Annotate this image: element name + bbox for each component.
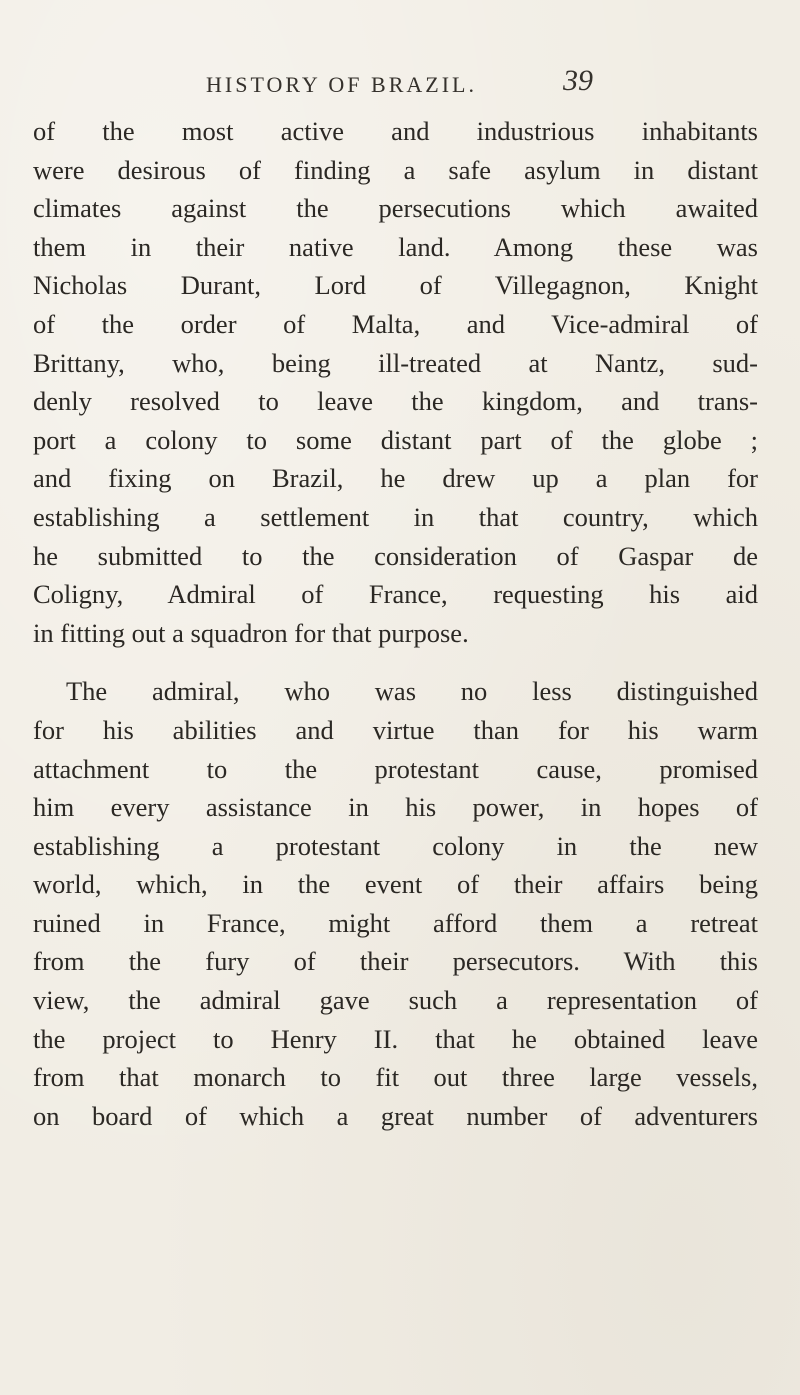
text-line: establishing a protestant colony in the new — [33, 830, 758, 861]
text-line: denly resolved to leave the kingdom, and trans- — [33, 386, 758, 417]
text-line: world, which, in the event of their affairs being — [33, 869, 758, 900]
text-line: establishing a settlement in that country, which — [33, 501, 758, 532]
text-line: from the fury of their persecutors. With this — [33, 946, 758, 977]
text-line: The admiral, who was no less distinguished — [66, 676, 758, 707]
text-line: from that monarch to fit out three large vessels, — [33, 1062, 758, 1093]
text-line: them in their native land. Among these was — [33, 231, 758, 262]
text-line: he submitted to the consideration of Gaspar de — [33, 540, 758, 571]
text-line: the project to Henry II. that he obtained leave — [33, 1023, 758, 1054]
text-line: Brittany, who, being ill-treated at Nantz, sud- — [33, 347, 758, 378]
text-line: of the most active and industrious inhabitants — [33, 116, 758, 146]
text-line: him every assistance in his power, in hopes of — [33, 792, 758, 823]
paragraph-gap — [33, 652, 758, 672]
text-line: climates against the persecutions which awaited — [33, 193, 758, 224]
paragraph-2 — [33, 672, 758, 1135]
text-line: on board of which a great number of adventurers — [33, 1100, 758, 1131]
text-line: of the order of Malta, and Vice-admiral of — [33, 308, 758, 339]
text-line: port a colony to some distant part of the globe ; — [33, 424, 758, 455]
paragraph-1 — [33, 112, 758, 652]
running-head — [0, 64, 800, 104]
text-line: and fixing on Brazil, he drew up a plan for — [33, 463, 758, 494]
page-number: 39 — [563, 64, 593, 97]
text-line: for his abilities and virtue than for his warm — [33, 714, 758, 745]
text-line: view, the admiral gave such a representation of — [33, 985, 758, 1016]
body-text — [33, 112, 758, 1135]
text-line: Coligny, Admiral of France, requesting his aid — [33, 579, 758, 610]
running-title: HISTORY OF BRAZIL. — [206, 72, 477, 97]
text-line: in fitting out a squadron for that purpose. — [33, 617, 469, 648]
text-line: ruined in France, might afford them a retreat — [33, 907, 758, 938]
text-line: were desirous of finding a safe asylum in distant — [33, 154, 758, 185]
text-line: Nicholas Durant, Lord of Villegagnon, Knight — [33, 270, 758, 301]
text-line: attachment to the protestant cause, promised — [33, 753, 758, 784]
